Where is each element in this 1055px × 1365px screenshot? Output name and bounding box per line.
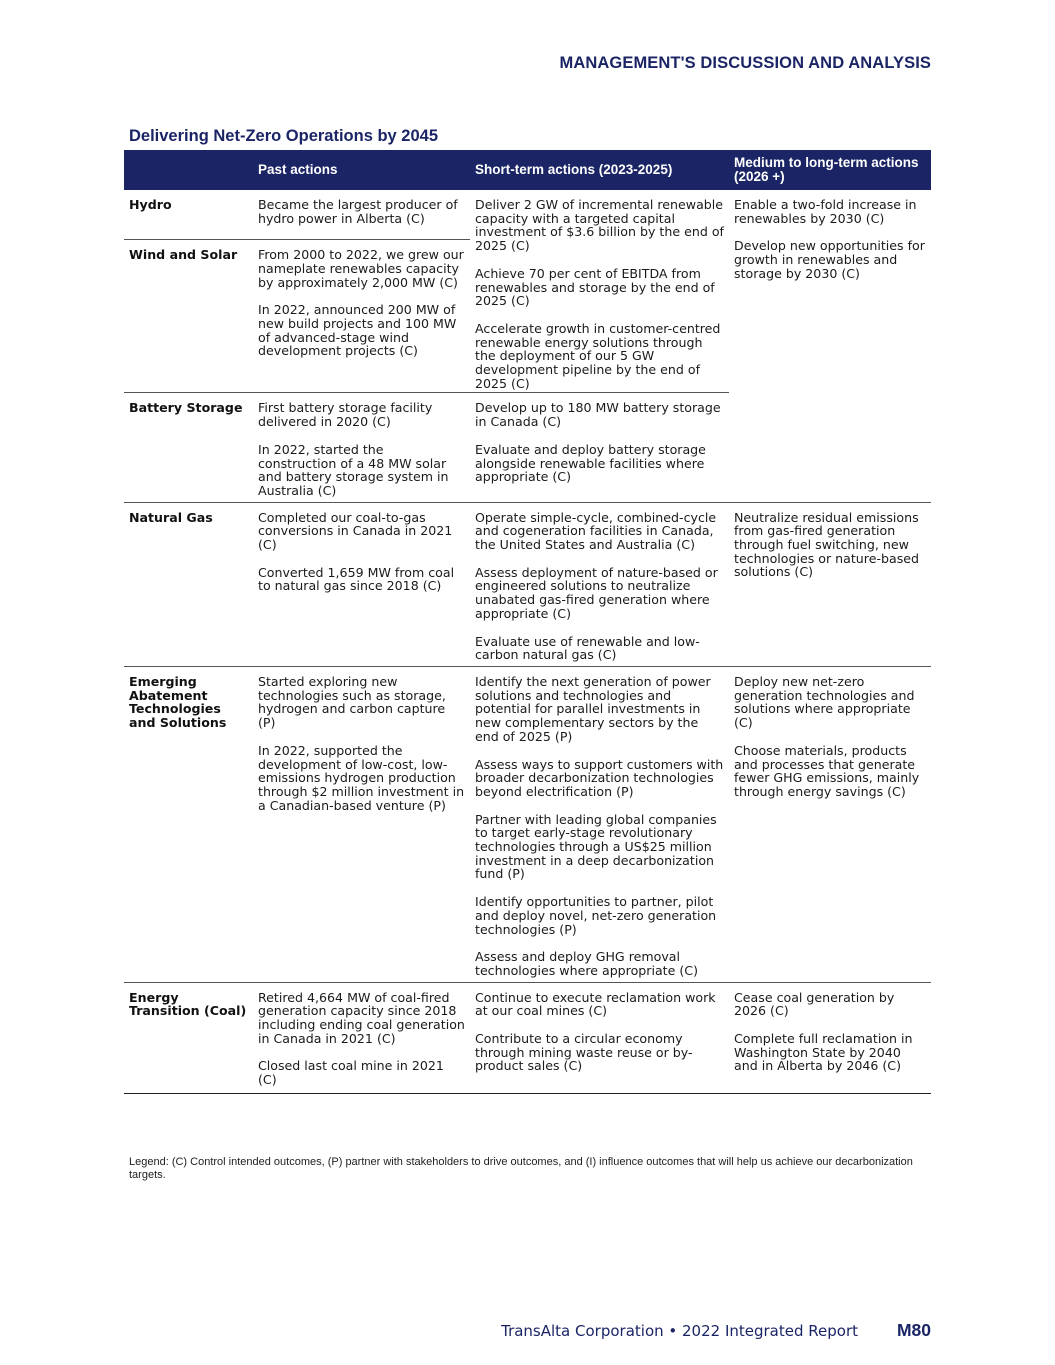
category-wind-solar: Wind and Solar [124, 240, 253, 393]
list-item: Retired 4,664 MW of coal-fired generation capacity since 2018 including ending coal generation in Canada in 2021 (C) [258, 989, 465, 1046]
list-item: Enable a two-fold increase in renewables by 2030 (C) [734, 197, 917, 226]
list-item: Identify opportunities to partner, pilot and deploy novel, net-zero generation technologies (P) [475, 894, 717, 937]
medium-term-cell [729, 190, 931, 502]
list-item: Operate simple-cycle, combined-cycle and cogeneration facilities in Canada, the United States and Australia (C) [475, 509, 717, 553]
past-cell [253, 502, 470, 666]
past-cell [253, 666, 470, 982]
medium-term-cell [729, 982, 931, 1093]
list-item: Continue to execute reclamation work at our coal mines (C) [475, 989, 716, 1019]
column-header-category [124, 150, 253, 190]
list-item: Develop up to 180 MW battery storage in Canada (C) [475, 400, 721, 430]
list-item: Evaluate and deploy battery storage alongside renewable facilities where appropriate (C) [475, 441, 706, 485]
past-cell [253, 982, 470, 1093]
list-item: Assess and deploy GHG removal technologies where appropriate (C) [475, 949, 698, 978]
list-item: Identify the next generation of power solutions and technologies and potential for parallel investments in new complementary sectors by the end of 2025 (P) [475, 673, 711, 744]
list-item: Neutralize residual emissions from gas-fired generation through fuel switching, new technologies or nature-based solutions (C) [734, 509, 920, 580]
category-emerging-technologies: Emerging Abatement Technologies and Solutions [124, 666, 253, 982]
short-term-cell [470, 190, 729, 393]
list-item: Evaluate use of renewable and low-carbon natural gas (C) [475, 633, 700, 663]
list-item: Deploy new net-zero generation technologies and solutions where appropriate (C) [734, 673, 915, 731]
short-term-cell [470, 666, 729, 982]
short-term-cell [470, 982, 729, 1093]
list-item: Deliver 2 GW of incremental renewable capacity with a targeted capital investment of $3.6 billion by the end of 2025 (C) [475, 197, 724, 254]
list-item: Contribute to a circular economy through mining waste reuse or by-product sales (C) [475, 1031, 693, 1074]
list-item: In 2022, supported the development of low-cost, low-emissions hydrogen production through $2 million investment in a Canadian-based venture (P) [258, 742, 465, 813]
table-row-natural-gas [124, 502, 931, 666]
list-item: From 2000 to 2022, we grew our nameplate renewables capacity by approximately 2,000 MW (C) [258, 247, 464, 290]
list-item: Partner with leading global companies to target early-stage revolutionary technologies through a US$25 million investment in a deep decarbonization fund (P) [475, 811, 717, 882]
category-battery-storage: Battery Storage [124, 393, 253, 502]
list-item: Became the largest producer of hydro power in Alberta (C) [258, 197, 458, 226]
list-item: Develop new opportunities for growth in renewables and storage by 2030 (C) [734, 238, 925, 281]
page-title: Delivering Net-Zero Operations by 2045 [129, 127, 439, 145]
list-item: First battery storage facility delivered in 2020 (C) [258, 400, 433, 430]
list-item: Closed last coal mine in 2021 (C) [258, 1058, 444, 1088]
list-item: In 2022, announced 200 MW of new build projects and 100 MW of advanced-stage wind development projects (C) [258, 302, 457, 359]
short-term-cell [470, 393, 729, 502]
table-row-hydro [124, 190, 931, 240]
column-header-medium-long-term: Medium to long-term actions (2026 +) [729, 150, 931, 190]
list-item: Accelerate growth in customer-centred renewable energy solutions through the deployment of our 5 GW development pipeline by the end of 2025 (C) [475, 320, 721, 391]
list-item: Achieve 70 per cent of EBITDA from renewables and storage by the end of 2025 (C) [475, 265, 715, 309]
net-zero-table [124, 150, 931, 1094]
table-row-emerging-technologies [124, 666, 931, 982]
past-cell [253, 240, 470, 393]
category-energy-transition-coal: Energy Transition (Coal) [124, 982, 253, 1093]
column-header-short-term: Short-term actions (2023-2025) [470, 150, 729, 190]
list-item: Assess ways to support customers with broader decarbonization technologies beyond electrification (P) [475, 756, 724, 799]
list-item: Converted 1,659 MW from coal to natural gas since 2018 (C) [258, 564, 455, 594]
category-natural-gas: Natural Gas [124, 502, 253, 666]
list-item: Completed our coal-to-gas conversions in Canada in 2021 (C) [258, 509, 453, 553]
past-cell [253, 393, 470, 502]
list-item: Assess deployment of nature-based or engineered solutions to neutralize unabated gas-fired generation where appropriate (C) [475, 564, 718, 621]
table-row-energy-transition-coal [124, 982, 931, 1093]
past-cell [253, 190, 470, 240]
legend-note: Legend: (C) Control intended outcomes, (P) partner with stakeholders to drive outcomes, and (I) influence outcomes that will help us achieve our decarbonization targets. [129, 1156, 913, 1181]
medium-term-cell [729, 666, 931, 982]
list-item: Complete full reclamation in Washington State by 2040 and in Alberta by 2046 (C) [734, 1031, 913, 1074]
medium-term-cell [729, 502, 931, 666]
section-header: MANAGEMENT'S DISCUSSION AND ANALYSIS [559, 54, 931, 72]
column-header-past: Past actions [253, 150, 470, 190]
page-number: M80 [896, 1320, 931, 1340]
list-item: Started exploring new technologies such as storage, hydrogen and carbon capture (P) [258, 673, 446, 731]
category-hydro: Hydro [124, 190, 253, 240]
short-term-cell [470, 502, 729, 666]
list-item: Choose materials, products and processes that generate fewer GHG emissions, mainly through energy savings (C) [734, 742, 920, 799]
footer-report-title: TransAlta Corporation • 2022 Integrated Report [501, 1322, 858, 1340]
list-item: In 2022, started the construction of a 48 MW solar and battery storage system in Australia (C) [258, 441, 449, 498]
table-header-row [124, 150, 931, 190]
list-item: Cease coal generation by 2026 (C) [734, 989, 895, 1019]
